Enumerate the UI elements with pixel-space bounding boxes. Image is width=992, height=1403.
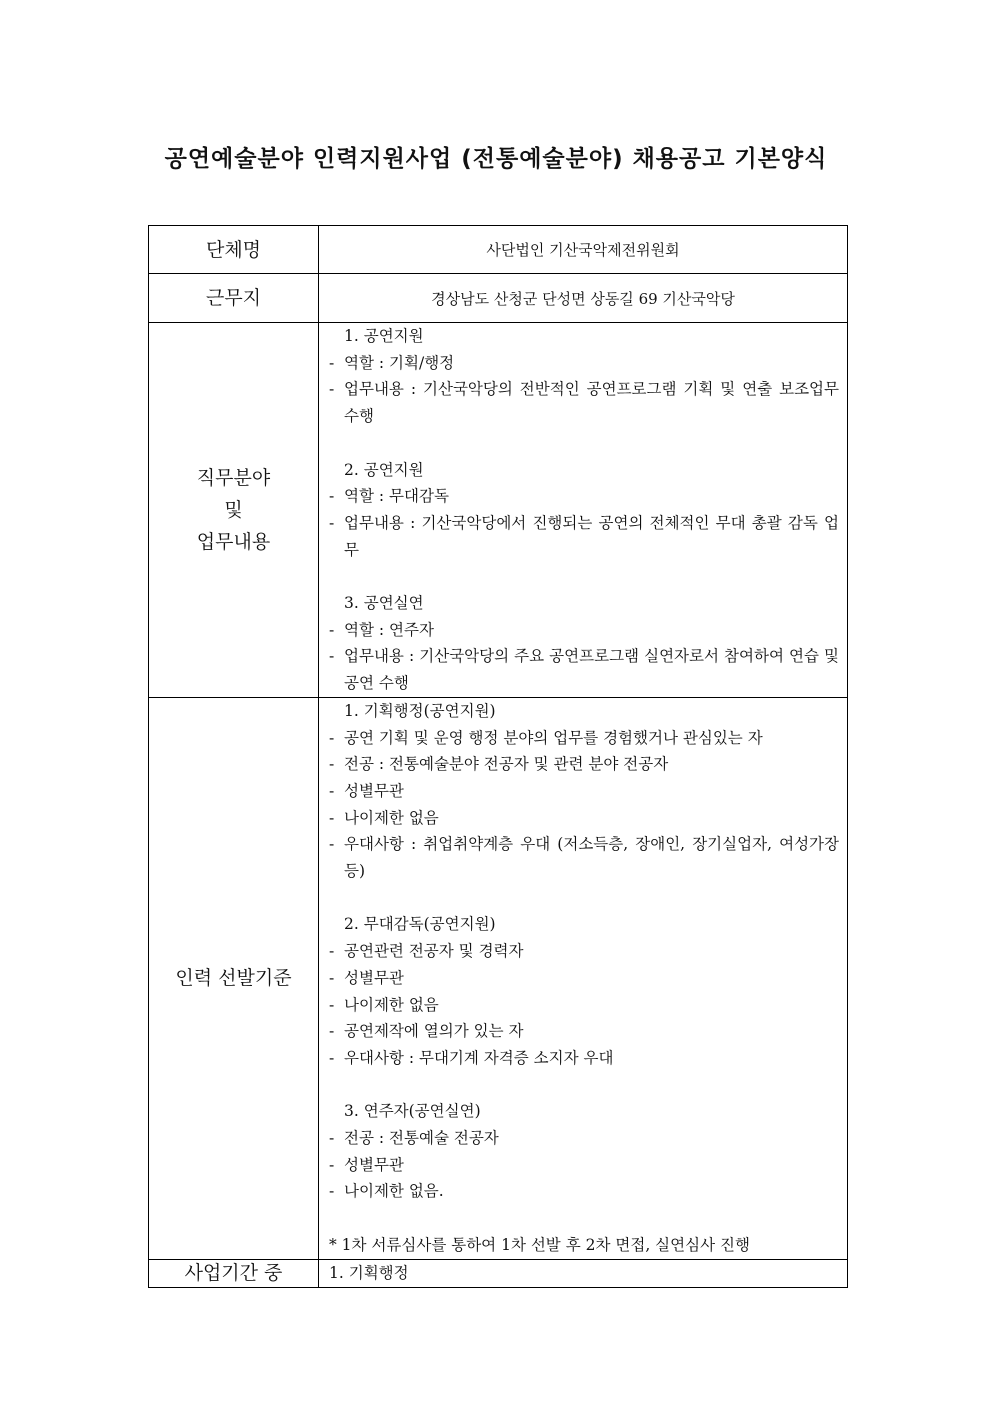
duties-content [319, 323, 848, 698]
list-item: - 성별무관 [329, 781, 404, 800]
list-item: - 나이제한 없음. [329, 1182, 444, 1201]
list-item: - 나이제한 없음 [329, 995, 439, 1014]
duties-section-heading: 1. 공연지원 [344, 327, 424, 345]
list-item: - 역할 : 무대감독 [329, 487, 449, 506]
criteria-section-heading: 3. 연주자(공연실연) [344, 1102, 481, 1121]
list-item: - 전공 : 전통예술분야 전공자 및 관련 분야 전공자 [329, 755, 669, 774]
list-item: - 성별무관 [329, 968, 404, 987]
list-item: - 역할 : 연주자 [329, 620, 434, 639]
criteria-label: 인력 선발기준 [149, 697, 319, 1259]
list-item: - 전공 : 전통예술 전공자 [329, 1129, 499, 1148]
row-workplace [149, 274, 848, 323]
list-item: - 공연제작에 열의가 있는 자 [329, 1022, 524, 1041]
criteria-section-heading: 1. 기획행정(공연지원) [344, 701, 496, 720]
org-label: 단체명 [149, 226, 319, 274]
duties-section-heading: 2. 공연지원 [344, 460, 424, 479]
org-value: 사단법인 기산국악제전위원회 [319, 226, 848, 274]
list-item: - 역할 : 기획/행정 [329, 353, 455, 372]
row-duties [149, 323, 848, 698]
period-value: 1. 기획행정 [319, 1259, 848, 1287]
row-period [149, 1259, 848, 1287]
list-item: - 업무내용 : 기산국악당의 전반적인 공연프로그램 기획 및 연출 보조업무 수행 [329, 380, 839, 426]
workplace-value: 경상남도 산청군 단성면 상동길 69 기산국악당 [319, 274, 848, 323]
list-item: - 나이제한 없음 [329, 808, 439, 827]
row-criteria [149, 697, 848, 1259]
duties-label-line1: 직무분야 [196, 466, 271, 489]
duties-label-line2: 및 [224, 498, 243, 521]
selection-note: * 1차 서류심사를 통하여 1차 선발 후 2차 면접, 실연심사 진행 [329, 1235, 750, 1254]
list-item: - 공연 기획 및 운영 행정 분야의 업무를 경험했거나 관심있는 자 [329, 728, 763, 747]
list-item: - 우대사항 : 취업취약계층 우대 (저소득층, 장애인, 장기실업자, 여성가장 등) [329, 835, 839, 881]
list-item: - 성별무관 [329, 1155, 404, 1174]
list-item: - 업무내용 : 기산국악당에서 진행되는 공연의 전체적인 무대 총괄 감독 업무 [329, 513, 839, 559]
page-title: 공연예술분야 인력지원사업 (전통예술분야) 채용공고 기본양식 [164, 146, 828, 172]
criteria-section-heading: 2. 무대감독(공연지원) [344, 915, 496, 934]
period-label: 사업기간 중 [149, 1259, 319, 1287]
duties-label [149, 323, 319, 698]
list-item: - 업무내용 : 기산국악당의 주요 공연프로그램 실연자로서 참여하여 연습 및 공연 수행 [329, 647, 839, 693]
duties-section-heading: 3. 공연실연 [344, 594, 424, 612]
list-item: - 우대사항 : 무대기계 자격증 소지자 우대 [329, 1048, 614, 1067]
workplace-label: 근무지 [149, 274, 319, 323]
recruitment-table [148, 225, 848, 1288]
criteria-content [319, 697, 848, 1259]
duties-label-line3: 업무내용 [196, 530, 271, 553]
row-organization [149, 226, 848, 274]
list-item: - 공연관련 전공자 및 경력자 [329, 942, 524, 961]
